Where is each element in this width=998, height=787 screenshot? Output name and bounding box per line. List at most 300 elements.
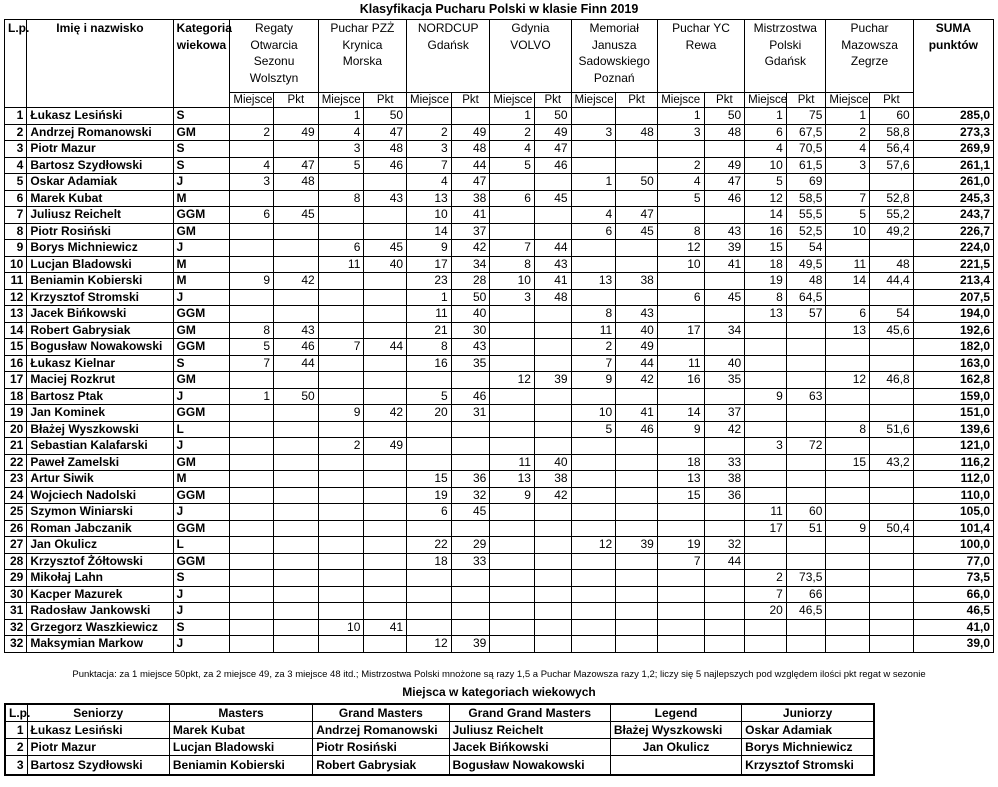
row-place: 8 xyxy=(657,223,704,240)
row-place: 4 xyxy=(571,207,616,224)
row-place xyxy=(826,636,870,653)
row-sum: 213,4 xyxy=(913,273,993,290)
row-sum: 100,0 xyxy=(913,537,993,554)
row-place: 3 xyxy=(318,141,364,158)
row-lp: 21 xyxy=(5,438,27,455)
row-place xyxy=(826,504,870,521)
row-lp: 23 xyxy=(5,471,27,488)
row-place xyxy=(826,174,870,191)
row-points: 45 xyxy=(616,223,658,240)
row-points: 39 xyxy=(451,636,490,653)
row-place: 15 xyxy=(407,471,452,488)
row-place: 11 xyxy=(571,322,616,339)
row-points xyxy=(786,487,826,504)
row-place: 8 xyxy=(745,289,787,306)
row-place xyxy=(657,207,704,224)
category-cell: Beniamin Kobierski xyxy=(169,756,312,776)
row-place xyxy=(318,207,364,224)
row-place xyxy=(571,603,616,620)
header-regatta: Mistrzostwa Polski Gdańsk xyxy=(745,20,826,93)
row-points xyxy=(364,388,407,405)
row-place xyxy=(318,553,364,570)
row-place xyxy=(657,141,704,158)
category-lp: 1 xyxy=(5,722,27,739)
row-points: 42 xyxy=(534,487,571,504)
row-points: 48 xyxy=(534,289,571,306)
row-place: 1 xyxy=(230,388,274,405)
header-place: Miejsce xyxy=(407,93,452,108)
row-points xyxy=(274,108,319,125)
row-points: 58,5 xyxy=(786,190,826,207)
row-place: 3 xyxy=(490,289,535,306)
row-place xyxy=(657,520,704,537)
row-place: 12 xyxy=(826,372,870,389)
row-place: 12 xyxy=(745,190,787,207)
header-points: Pkt xyxy=(451,93,490,108)
row-place xyxy=(657,619,704,636)
row-place xyxy=(407,619,452,636)
row-points: 36 xyxy=(704,487,745,504)
header-sum: SUMA punktów xyxy=(913,20,993,108)
row-sum: 273,3 xyxy=(913,124,993,141)
row-points xyxy=(616,553,658,570)
table-row xyxy=(5,141,994,158)
row-points xyxy=(870,405,914,422)
row-name: Piotr Rosiński xyxy=(27,223,173,240)
row-place: 11 xyxy=(657,355,704,372)
row-category: J xyxy=(173,586,230,603)
row-place: 9 xyxy=(826,520,870,537)
row-points xyxy=(364,487,407,504)
row-name: Jan Okulicz xyxy=(27,537,173,554)
row-place: 7 xyxy=(745,586,787,603)
row-points: 42 xyxy=(704,421,745,438)
row-points: 58,8 xyxy=(870,124,914,141)
row-lp: 24 xyxy=(5,487,27,504)
row-category: M xyxy=(173,256,230,273)
row-place xyxy=(230,223,274,240)
row-place: 9 xyxy=(318,405,364,422)
row-name: Bogusław Nowakowski xyxy=(27,339,173,356)
row-lp: 26 xyxy=(5,520,27,537)
row-place xyxy=(230,372,274,389)
row-place: 8 xyxy=(318,190,364,207)
row-points: 38 xyxy=(534,471,571,488)
category-cell: Robert Gabrysiak xyxy=(313,756,449,776)
row-category: J xyxy=(173,174,230,191)
row-place xyxy=(407,108,452,125)
row-place xyxy=(657,504,704,521)
row-place xyxy=(571,454,616,471)
row-points: 66 xyxy=(786,586,826,603)
row-place xyxy=(490,306,535,323)
table-row xyxy=(5,619,994,636)
row-place: 17 xyxy=(745,520,787,537)
row-place xyxy=(571,240,616,257)
row-points: 43,2 xyxy=(870,454,914,471)
row-name: Wojciech Nadolski xyxy=(27,487,173,504)
row-place xyxy=(571,289,616,306)
row-points xyxy=(534,421,571,438)
row-place: 5 xyxy=(407,388,452,405)
row-place xyxy=(318,454,364,471)
row-place: 7 xyxy=(826,190,870,207)
row-points xyxy=(364,174,407,191)
row-place xyxy=(571,619,616,636)
row-points xyxy=(870,487,914,504)
row-points: 57,6 xyxy=(870,157,914,174)
row-place: 4 xyxy=(407,174,452,191)
row-place xyxy=(657,388,704,405)
row-points xyxy=(451,421,490,438)
row-sum: 73,5 xyxy=(913,570,993,587)
row-points: 55,2 xyxy=(870,207,914,224)
row-points: 49 xyxy=(274,124,319,141)
row-place xyxy=(826,619,870,636)
table-row xyxy=(5,207,994,224)
row-points: 39 xyxy=(616,537,658,554)
row-points xyxy=(364,355,407,372)
row-points xyxy=(786,322,826,339)
row-points: 46 xyxy=(451,388,490,405)
row-place xyxy=(826,438,870,455)
row-points xyxy=(364,504,407,521)
row-place: 5 xyxy=(745,174,787,191)
row-points xyxy=(451,372,490,389)
row-points: 44 xyxy=(704,553,745,570)
row-place xyxy=(571,157,616,174)
row-points xyxy=(274,141,319,158)
row-place xyxy=(745,487,787,504)
row-place: 7 xyxy=(490,240,535,257)
row-place xyxy=(826,487,870,504)
row-place xyxy=(571,190,616,207)
row-points xyxy=(274,586,319,603)
row-points: 47 xyxy=(616,207,658,224)
row-place xyxy=(826,471,870,488)
header-name: Imię i nazwisko xyxy=(27,20,173,108)
row-name: Szymon Winiarski xyxy=(27,504,173,521)
row-place xyxy=(318,306,364,323)
row-place xyxy=(490,405,535,422)
row-points xyxy=(704,207,745,224)
row-points: 35 xyxy=(704,372,745,389)
row-points xyxy=(616,586,658,603)
row-name: Bartosz Szydłowski xyxy=(27,157,173,174)
row-name: Mikołaj Lahn xyxy=(27,570,173,587)
row-category: GM xyxy=(173,322,230,339)
row-points xyxy=(704,603,745,620)
row-points xyxy=(534,207,571,224)
row-category: GGM xyxy=(173,553,230,570)
row-lp: 11 xyxy=(5,273,27,290)
row-points: 46 xyxy=(364,157,407,174)
row-points xyxy=(616,520,658,537)
row-category: M xyxy=(173,273,230,290)
row-name: Maksymian Markow xyxy=(27,636,173,653)
row-place xyxy=(826,553,870,570)
row-points xyxy=(274,454,319,471)
category-cell: Bartosz Szydłowski xyxy=(27,756,169,776)
row-place xyxy=(490,174,535,191)
row-category: GGM xyxy=(173,306,230,323)
row-points xyxy=(704,520,745,537)
row-points xyxy=(534,322,571,339)
row-place: 13 xyxy=(407,190,452,207)
row-place xyxy=(571,438,616,455)
row-points xyxy=(616,141,658,158)
row-category: S xyxy=(173,355,230,372)
row-sum: 112,0 xyxy=(913,471,993,488)
row-place xyxy=(230,438,274,455)
row-points xyxy=(786,553,826,570)
row-sum: 162,8 xyxy=(913,372,993,389)
row-place xyxy=(318,273,364,290)
row-place xyxy=(230,240,274,257)
row-points xyxy=(786,405,826,422)
row-category: J xyxy=(173,240,230,257)
row-points xyxy=(704,438,745,455)
row-points: 42 xyxy=(274,273,319,290)
row-place xyxy=(230,405,274,422)
category-row xyxy=(5,739,874,756)
row-points: 54 xyxy=(786,240,826,257)
row-place: 4 xyxy=(745,141,787,158)
row-place xyxy=(230,306,274,323)
row-category: J xyxy=(173,636,230,653)
row-sum: 243,7 xyxy=(913,207,993,224)
row-points: 60 xyxy=(870,108,914,125)
row-place xyxy=(230,553,274,570)
row-points: 35 xyxy=(451,355,490,372)
row-sum: 245,3 xyxy=(913,190,993,207)
row-place xyxy=(490,322,535,339)
table-row xyxy=(5,240,994,257)
row-place: 7 xyxy=(318,339,364,356)
row-points xyxy=(534,636,571,653)
row-place xyxy=(490,636,535,653)
row-place xyxy=(826,240,870,257)
row-place xyxy=(230,421,274,438)
row-points xyxy=(274,372,319,389)
header-points: Pkt xyxy=(274,93,319,108)
row-place xyxy=(490,619,535,636)
row-place: 14 xyxy=(826,273,870,290)
row-points: 32 xyxy=(451,487,490,504)
category-lp: 3 xyxy=(5,756,27,776)
row-lp: 31 xyxy=(5,603,27,620)
row-points: 55,5 xyxy=(786,207,826,224)
row-place xyxy=(826,537,870,554)
row-points: 46 xyxy=(534,157,571,174)
row-place xyxy=(490,339,535,356)
header-place: Miejsce xyxy=(745,93,787,108)
row-points: 44,4 xyxy=(870,273,914,290)
category-cell: Oskar Adamiak xyxy=(742,722,874,739)
row-category: S xyxy=(173,141,230,158)
row-points xyxy=(704,570,745,587)
row-place: 13 xyxy=(745,306,787,323)
row-place: 15 xyxy=(745,240,787,257)
row-place xyxy=(230,256,274,273)
row-place xyxy=(745,355,787,372)
row-place xyxy=(826,603,870,620)
row-place: 21 xyxy=(407,322,452,339)
row-points: 41 xyxy=(534,273,571,290)
row-points xyxy=(364,306,407,323)
row-points xyxy=(616,471,658,488)
row-points xyxy=(274,636,319,653)
row-points: 45,6 xyxy=(870,322,914,339)
row-points: 54 xyxy=(870,306,914,323)
row-place xyxy=(318,223,364,240)
category-cell: Borys Michniewicz xyxy=(742,739,874,756)
row-name: Beniamin Kobierski xyxy=(27,273,173,290)
ranking-table xyxy=(4,19,994,653)
row-place xyxy=(657,306,704,323)
row-points: 38 xyxy=(616,273,658,290)
row-points xyxy=(704,388,745,405)
row-place xyxy=(318,355,364,372)
table-row xyxy=(5,471,994,488)
row-points xyxy=(274,240,319,257)
row-place: 10 xyxy=(490,273,535,290)
row-place xyxy=(230,289,274,306)
row-sum: 105,0 xyxy=(913,504,993,521)
category-header: Legend xyxy=(610,704,741,722)
row-points xyxy=(616,619,658,636)
row-place xyxy=(407,586,452,603)
row-place: 3 xyxy=(571,124,616,141)
row-points: 49 xyxy=(616,339,658,356)
row-name: Lucjan Bladowski xyxy=(27,256,173,273)
row-category: M xyxy=(173,190,230,207)
row-place: 8 xyxy=(571,306,616,323)
row-sum: 77,0 xyxy=(913,553,993,570)
row-points: 50 xyxy=(616,174,658,191)
row-place: 15 xyxy=(657,487,704,504)
row-place: 1 xyxy=(571,174,616,191)
row-name: Sebastian Kalafarski xyxy=(27,438,173,455)
row-points: 46 xyxy=(616,421,658,438)
row-place: 1 xyxy=(745,108,787,125)
row-place: 8 xyxy=(490,256,535,273)
row-name: Robert Gabrysiak xyxy=(27,322,173,339)
row-points xyxy=(870,603,914,620)
row-place: 5 xyxy=(230,339,274,356)
row-place xyxy=(407,421,452,438)
row-place xyxy=(571,256,616,273)
row-lp: 8 xyxy=(5,223,27,240)
row-lp: 17 xyxy=(5,372,27,389)
row-points: 48 xyxy=(616,124,658,141)
row-place: 2 xyxy=(826,124,870,141)
row-points xyxy=(451,603,490,620)
header-points: Pkt xyxy=(534,93,571,108)
row-place: 12 xyxy=(571,537,616,554)
row-points: 47 xyxy=(451,174,490,191)
row-points: 51 xyxy=(786,520,826,537)
row-points xyxy=(364,223,407,240)
table-row xyxy=(5,372,994,389)
row-points: 47 xyxy=(364,124,407,141)
row-points: 43 xyxy=(274,322,319,339)
row-points: 48 xyxy=(786,273,826,290)
row-place xyxy=(230,520,274,537)
row-points xyxy=(534,339,571,356)
table-row xyxy=(5,108,994,125)
row-place: 4 xyxy=(490,141,535,158)
row-points: 43 xyxy=(534,256,571,273)
row-points: 45 xyxy=(704,289,745,306)
table-row xyxy=(5,603,994,620)
row-lp: 25 xyxy=(5,504,27,521)
row-sum: 151,0 xyxy=(913,405,993,422)
row-points xyxy=(616,454,658,471)
row-place: 10 xyxy=(407,207,452,224)
row-place xyxy=(230,487,274,504)
row-points: 41 xyxy=(704,256,745,273)
row-sum: 163,0 xyxy=(913,355,993,372)
row-points: 48 xyxy=(870,256,914,273)
row-name: Oskar Adamiak xyxy=(27,174,173,191)
category-lp: 2 xyxy=(5,739,27,756)
category-header: Juniorzy xyxy=(742,704,874,722)
row-points: 34 xyxy=(704,322,745,339)
row-place xyxy=(657,339,704,356)
row-place xyxy=(318,471,364,488)
row-place xyxy=(571,570,616,587)
row-place xyxy=(657,586,704,603)
row-points: 49 xyxy=(704,157,745,174)
row-points xyxy=(364,553,407,570)
header-category: Kategoria wiekowa xyxy=(173,20,230,108)
row-sum: 116,2 xyxy=(913,454,993,471)
row-sum: 269,9 xyxy=(913,141,993,158)
row-place: 1 xyxy=(407,289,452,306)
row-place xyxy=(571,108,616,125)
row-points xyxy=(274,405,319,422)
row-points: 46,8 xyxy=(870,372,914,389)
row-points: 48 xyxy=(274,174,319,191)
row-points xyxy=(704,619,745,636)
row-points xyxy=(786,619,826,636)
row-points: 63 xyxy=(786,388,826,405)
row-points: 67,5 xyxy=(786,124,826,141)
row-points xyxy=(534,388,571,405)
row-place xyxy=(745,339,787,356)
table-row xyxy=(5,174,994,191)
row-sum: 285,0 xyxy=(913,108,993,125)
row-place: 13 xyxy=(826,322,870,339)
row-category: J xyxy=(173,388,230,405)
row-points xyxy=(534,405,571,422)
row-points xyxy=(534,174,571,191)
row-place: 14 xyxy=(657,405,704,422)
row-points xyxy=(870,355,914,372)
row-lp: 1 xyxy=(5,108,27,125)
category-row xyxy=(5,722,874,739)
row-points: 46 xyxy=(704,190,745,207)
row-name: Marek Kubat xyxy=(27,190,173,207)
row-points xyxy=(274,190,319,207)
row-points: 45 xyxy=(451,504,490,521)
row-place: 19 xyxy=(745,273,787,290)
row-points xyxy=(786,355,826,372)
row-points: 50 xyxy=(534,108,571,125)
row-points xyxy=(274,537,319,554)
table-row xyxy=(5,553,994,570)
